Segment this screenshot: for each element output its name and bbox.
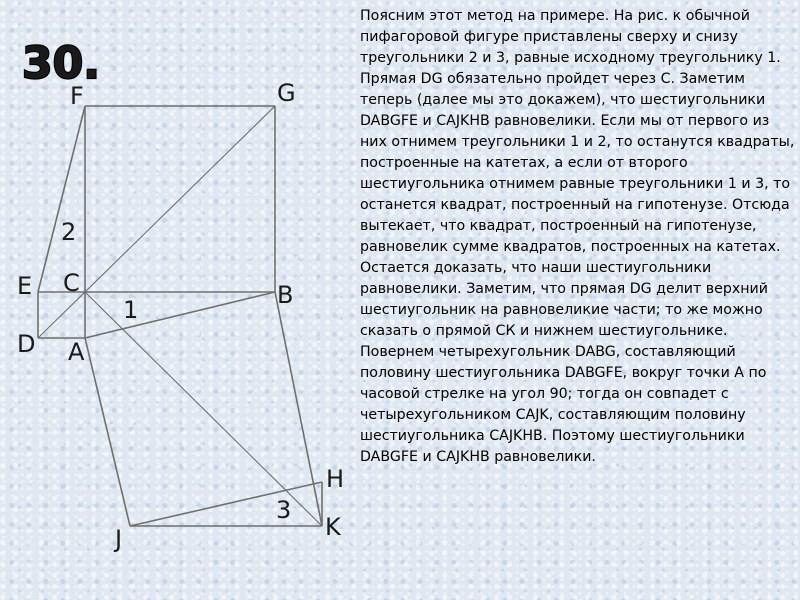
label-F: F bbox=[70, 82, 84, 110]
label-A: A bbox=[68, 338, 85, 366]
paragraph-method-example: Поясним этот метод на примере. На рис. к обычной пифагоровой фигуре приставлены сверху и снизу треугольники 2 и 3, равные исходному треугольнику 1. Прямая DG обязательно пройдет через С. Заметим теперь (далее мы это докажем), что шестиугольники DABGFE и CAJKHB равновелики. Если мы от первого из них отнимем треугольники 1 и 2, то останутся квадраты, построенные на катетах, а если от второго шестиугольника отнимем равные треугольники 1 и 3, то останется квадрат, построенный на гипотенузе. Отсюда вытекает, что квадрат, построенный на гипотенузе, равновелик сумме квадратов, построенных на катетах. bbox=[360, 8, 795, 255]
label-H: H bbox=[326, 465, 345, 493]
label-J: J bbox=[115, 525, 123, 553]
label-E: E bbox=[17, 272, 33, 300]
pythagorean-figure bbox=[0, 0, 355, 600]
label-G: G bbox=[277, 79, 296, 107]
segment-JH bbox=[130, 482, 322, 526]
triangle-label-3: 3 bbox=[276, 496, 292, 524]
triangle-label-1: 1 bbox=[123, 296, 139, 324]
segment-CK bbox=[85, 292, 322, 526]
paragraph-proof: Остается доказать, что наши шестиугольники равновелики. Заметим, что прямая DG делит верхний шестиугольник на равновеликие части; то же можно сказать о прямой СК и нижнем шестиугольнике. Повернем четырехугольник DABG, составляющий половину шестиугольника DABGFE, вокруг точки А по часовой стрелке на угол 90; тогда он совпадет с четырехугольником CAJK, составляющим половину шестиугольника CAJKHB. Поэтому шестиугольники DABGFE и CAJKHB равновелики. bbox=[360, 260, 768, 465]
segment-AJ bbox=[85, 338, 130, 526]
label-C: C bbox=[63, 269, 80, 297]
label-K: K bbox=[325, 513, 341, 541]
segment-FE bbox=[38, 106, 85, 292]
label-B: B bbox=[277, 281, 294, 309]
label-D: D bbox=[17, 330, 36, 358]
slide-number: 30. bbox=[22, 38, 100, 89]
explanation-text bbox=[360, 6, 796, 468]
triangle-label-2: 2 bbox=[61, 218, 77, 246]
segment-AB bbox=[85, 292, 275, 338]
